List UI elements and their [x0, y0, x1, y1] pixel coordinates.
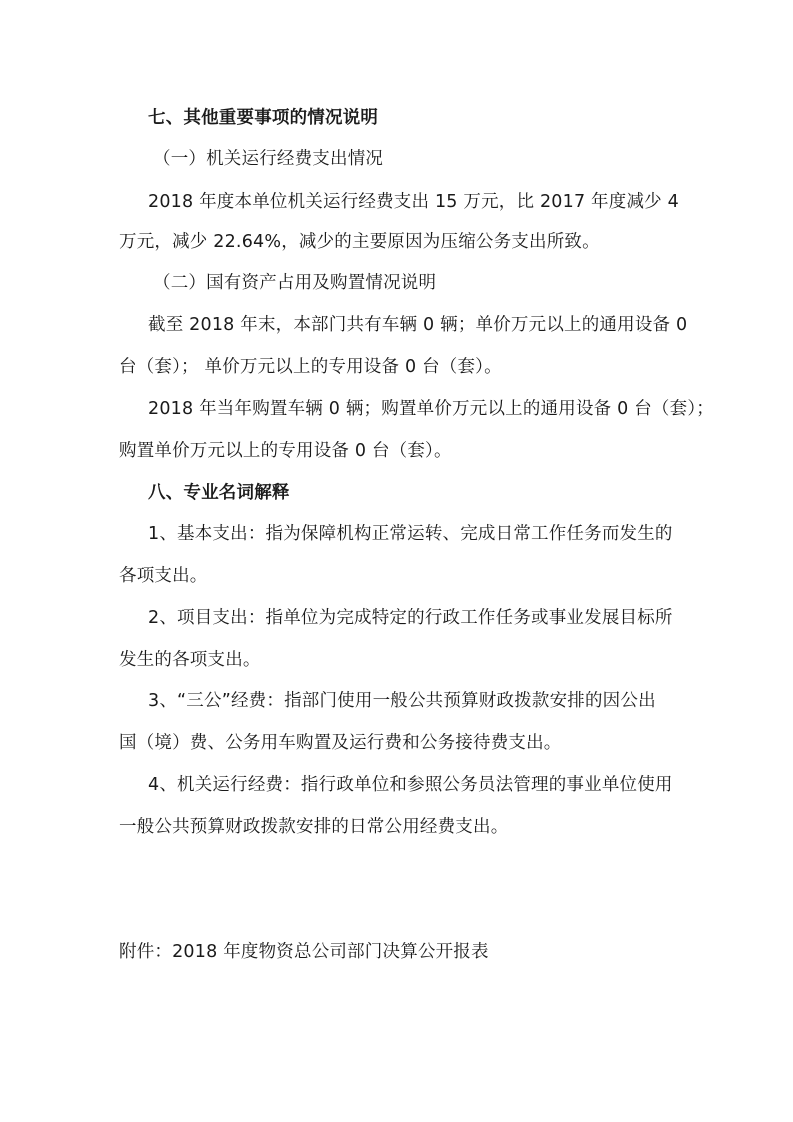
paragraph-line: 2018 年当年购置车辆 0 辆；购置单价万元以上的通用设备 0 台（套）；: [148, 399, 714, 419]
definition-line: 3、“三公”经费：指部门使用一般公共预算财政拨款安排的因公出: [148, 691, 656, 711]
subsection-1-title: （一）机关运行经费支出情况: [153, 149, 384, 169]
paragraph-line: 购置单价万元以上的专用设备 0 台（套）。: [119, 441, 452, 461]
section-8-heading: 八、专业名词解释: [148, 483, 290, 503]
subsection-2-title: （二）国有资产占用及购置情况说明: [153, 273, 437, 293]
definition-line: 各项支出。: [119, 566, 208, 586]
attachment-note: 附件：2018 年度物资总公司部门决算公开报表: [119, 942, 489, 962]
section-7-heading: 七、其他重要事项的情况说明: [148, 108, 379, 128]
definition-line: 4、机关运行经费：指行政单位和参照公务员法管理的事业单位使用: [148, 775, 673, 795]
definition-line: 国（境）费、公务用车购置及运行费和公务接待费支出。: [119, 733, 562, 753]
definition-line: 发生的各项支出。: [119, 650, 261, 670]
paragraph-line: 截至 2018 年末，本部门共有车辆 0 辆；单价万元以上的通用设备 0: [148, 315, 688, 335]
paragraph-line: 万元，减少 22.64%，减少的主要原因为压缩公务支出所致。: [119, 232, 600, 252]
definition-line: 2、项目支出：指单位为完成特定的行政工作任务或事业发展目标所: [148, 608, 673, 628]
definition-line: 1、基本支出：指为保障机构正常运转、完成日常工作任务而发生的: [148, 524, 673, 544]
definition-line: 一般公共预算财政拨款安排的日常公用经费支出。: [119, 817, 509, 837]
paragraph-line: 2018 年度本单位机关运行经费支出 15 万元，比 2017 年度减少 4: [148, 192, 679, 212]
paragraph-line: 台（套）； 单价万元以上的专用设备 0 台（套）。: [119, 357, 502, 377]
